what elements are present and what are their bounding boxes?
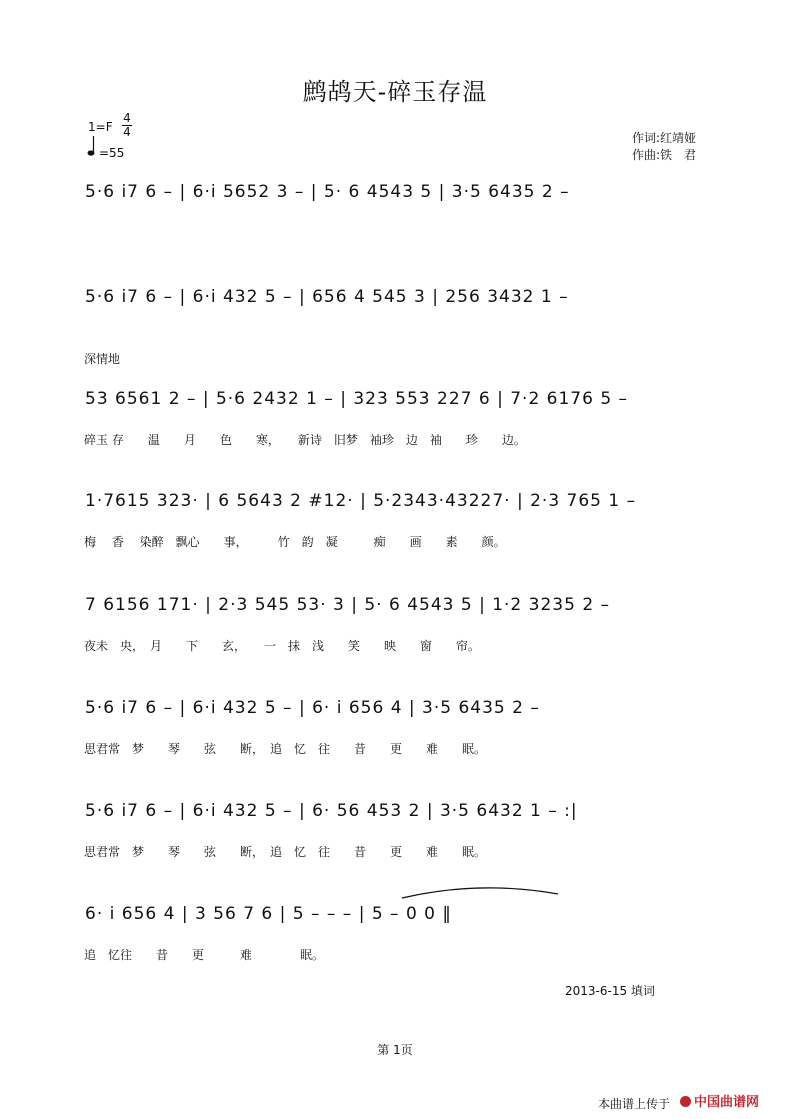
notation-line: 5·6 i7 6 – | 6·i 5652 3 – | 5· 6 4543 5 | 3·5 6435 2 – (85, 182, 570, 202)
lyrics-line: 思君常 梦 琴 弦 断， 追 忆 往 昔 更 难 眠。 (84, 742, 487, 756)
staff-row (0, 595, 790, 685)
time-sig-bottom: 4 (123, 125, 131, 139)
lyrics-line: 思君常 梦 琴 弦 断， 追 忆 往 昔 更 难 眠。 (84, 845, 487, 859)
staff-row (0, 491, 790, 581)
site-logo-text: 中国曲谱网 (694, 1095, 760, 1110)
key-signature: 1=F (88, 120, 113, 134)
notation-line: 7 6156 171· | 2·3 545 53· 3 | 5· 6 4543 5 | 1·2 3235 2 – (85, 595, 611, 615)
time-sig-top: 4 (123, 111, 131, 125)
quarter-note-icon (87, 135, 95, 157)
notation-line: 1·7615 323· | 6 5643 2 #12· | 5·2343·43227· | 2·3 765 1 – (85, 491, 637, 511)
staff-row (0, 698, 790, 788)
tempo-marking: =55 (99, 146, 125, 160)
expression-mark: 深情地 (84, 352, 121, 366)
lyrics-line: 夜未 央， 月 下 玄， 一 抹 浅 笑 映 窗 帘。 (84, 639, 481, 653)
staff-row (0, 801, 790, 891)
notation-line: 5·6 i7 6 – | 6·i 432 5 – | 656 4 545 3 | 256 3432 1 – (85, 287, 569, 307)
staff-row (0, 389, 790, 479)
notation-line: 6· i 656 4 | 3 56 7 6 | 5 – – – | 5 – 0 0 ‖ (85, 904, 452, 924)
site-logo[interactable] (680, 1091, 759, 1110)
score-title: 鹧鸪天-碎玉存温 (302, 78, 488, 106)
notation-line: 5·6 i7 6 – | 6·i 432 5 – | 6· 56 453 2 | 3·5 6432 1 – :| (85, 801, 578, 821)
lyricist-credit: 作词:红靖娅 (632, 131, 697, 145)
upload-note: 本曲谱上传于 (598, 1097, 671, 1111)
staff-row (0, 287, 790, 377)
staff-row (0, 904, 790, 994)
date-note: 2013-6-15 填词 (565, 984, 655, 998)
lyrics-line: 追 忆往 昔 更 难 眠。 (84, 948, 325, 962)
notation-line: 53 6561 2 – | 5·6 2432 1 – | 323 553 227 6 | 7·2 6176 5 – (85, 389, 629, 409)
staff-row (0, 182, 790, 272)
time-signature (121, 112, 133, 139)
logo-icon (680, 1096, 691, 1107)
lyrics-line: 碎玉 存 温 月 色 寒， 新诗 旧梦 袖珍 边 袖 珍 边。 (84, 433, 526, 447)
notation-line: 5·6 i7 6 – | 6·i 432 5 – | 6· i 656 4 | 3·5 6435 2 – (85, 698, 540, 718)
composer-credit: 作曲:铁 君 (632, 148, 697, 162)
page-number: 第 1页 (377, 1043, 413, 1057)
lyrics-line: 梅 香 染醉 飘心 事， 竹 韵 凝 痴 画 素 颜。 (84, 535, 506, 549)
tie-slur-icon (400, 884, 560, 900)
